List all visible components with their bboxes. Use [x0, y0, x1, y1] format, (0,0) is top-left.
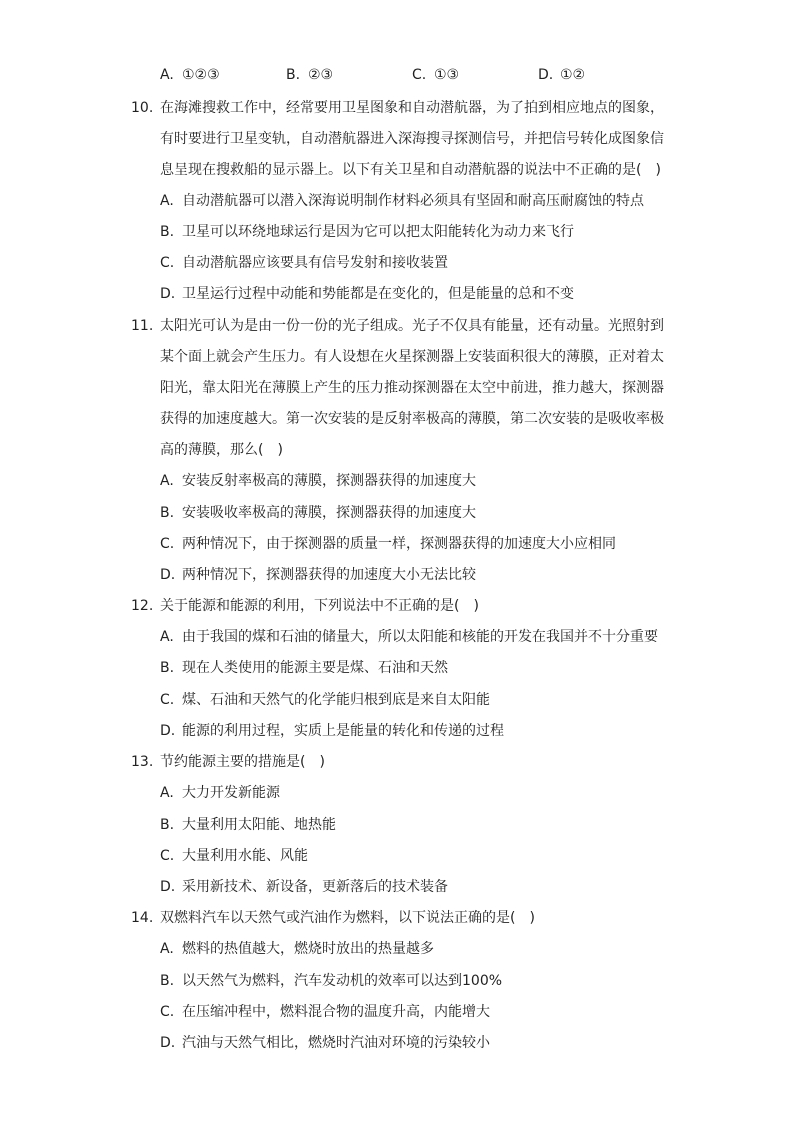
option-d — [160, 877, 448, 897]
top-option-d — [538, 65, 585, 85]
question-line: 某个面上就会产生压力。有人设想在火星探测器上安装面积很大的薄膜，正对着太 — [160, 349, 664, 365]
option-text: 大量利用水能、风能 — [182, 848, 308, 864]
option-text: ①② — [560, 67, 586, 83]
option-text: 自动潜航器可以潜入深海说明制作材料必须具有坚固和耐高压耐腐蚀的特点 — [182, 193, 644, 209]
option-text: 能源的利用过程，实质上是能量的转化和传递的过程 — [182, 723, 504, 739]
option-label: B. — [286, 67, 301, 83]
option-text: 两种情况下，由于探测器的质量一样，探测器获得的加速度大小应相同 — [182, 536, 616, 552]
option-label: D. — [160, 723, 176, 739]
option-text: 大力开发新能源 — [182, 785, 280, 801]
option-a — [160, 191, 644, 211]
option-text: 安装吸收率极高的薄膜，探测器获得的加速度大 — [182, 505, 476, 521]
option-label: B. — [160, 505, 175, 521]
option-label: A. — [160, 629, 174, 645]
option-a — [160, 471, 476, 491]
option-label: D. — [160, 567, 176, 583]
option-label: B. — [160, 817, 175, 833]
option-label: C. — [412, 67, 427, 83]
option-b — [160, 658, 448, 678]
option-text: 煤、石油和天然气的化学能归根到底是来自太阳能 — [182, 692, 490, 708]
question-number: 10. — [131, 100, 154, 116]
option-a — [160, 783, 280, 803]
question-line: 有时要进行卫星变轨，自动潜航器进入深海搜寻探测信号，并把信号转化成图象信 — [160, 131, 664, 147]
option-text: 燃料的热值越大，燃烧时放出的热量越多 — [182, 941, 434, 957]
option-text: 采用新技术、新设备，更新落后的技术装备 — [182, 879, 448, 895]
option-label: A. — [160, 67, 174, 83]
option-text: ②③ — [308, 67, 334, 83]
question-number: 12. — [131, 598, 154, 614]
option-label: A. — [160, 193, 174, 209]
question-line: 阳光，靠太阳光在薄膜上产生的压力推动探测器在太空中前进，推力越大，探测器 — [160, 380, 664, 396]
option-text: 现在人类使用的能源主要是煤、石油和天然 — [182, 660, 448, 676]
option-text: 两种情况下，探测器获得的加速度大小无法比较 — [182, 567, 476, 583]
option-c — [160, 846, 308, 866]
option-d — [160, 565, 476, 585]
option-label: C. — [160, 255, 175, 271]
question-number: 11. — [131, 318, 154, 334]
option-text: 安装反射率极高的薄膜，探测器获得的加速度大 — [182, 473, 476, 489]
question-line: 关于能源和能源的利用，下列说法中不正确的是( ) — [160, 598, 479, 614]
question-line: 息呈现在搜救船的显示器上。以下有关卫星和自动潜航器的说法中不正确的是( ) — [160, 162, 661, 178]
option-d — [160, 284, 574, 304]
option-b — [160, 815, 336, 835]
option-label: A. — [160, 473, 174, 489]
option-a — [160, 627, 658, 647]
option-label: D. — [160, 879, 176, 895]
question-line: 太阳光可认为是由一份一份的光子组成。光子不仅具有能量，还有动量。光照射到 — [160, 318, 664, 334]
question-line: 节约能源主要的措施是( ) — [160, 754, 325, 770]
question-line: 获得的加速度越大。第一次安装的是反射率极高的薄膜，第二次安装的是吸收率极 — [160, 411, 664, 427]
option-d — [160, 721, 504, 741]
option-label: B. — [160, 973, 175, 989]
option-c — [160, 1002, 490, 1022]
option-d — [160, 1033, 490, 1053]
option-label: B. — [160, 224, 175, 240]
option-text: 在压缩冲程中，燃料混合物的温度升高，内能增大 — [182, 1004, 490, 1020]
option-b — [160, 971, 502, 991]
option-text: 汽油与天然气相比，燃烧时汽油对环境的污染较小 — [182, 1035, 490, 1051]
option-text: 以天然气为燃料，汽车发动机的效率可以达到100% — [182, 973, 503, 989]
option-label: A. — [160, 785, 174, 801]
question-number: 13. — [131, 754, 154, 770]
option-c — [160, 253, 448, 273]
question-line: 高的薄膜，那么( ) — [160, 442, 283, 458]
option-label: C. — [160, 848, 175, 864]
question-line: 双燃料汽车以天然气或汽油作为燃料，以下说法正确的是( ) — [160, 910, 535, 926]
option-text: 大量利用太阳能、地热能 — [182, 817, 336, 833]
top-option-c — [412, 65, 459, 85]
top-option-b — [286, 65, 333, 85]
option-label: D. — [160, 286, 176, 302]
option-b — [160, 503, 476, 523]
option-label: C. — [160, 692, 175, 708]
option-text: 卫星运行过程中动能和势能都是在变化的，但是能量的总和不变 — [182, 286, 574, 302]
option-c — [160, 690, 490, 710]
option-label: D. — [538, 67, 554, 83]
question-number: 14. — [131, 910, 154, 926]
option-text: 自动潜航器应该要具有信号发射和接收装置 — [182, 255, 448, 271]
option-label: D. — [160, 1035, 176, 1051]
option-text: 由于我国的煤和石油的储量大，所以太阳能和核能的开发在我国并不十分重要 — [182, 629, 658, 645]
option-c — [160, 534, 616, 554]
option-text: ①③ — [434, 67, 460, 83]
option-label: B. — [160, 660, 175, 676]
option-text: ①②③ — [182, 67, 220, 83]
option-label: A. — [160, 941, 174, 957]
question-line: 在海滩搜救工作中，经常要用卫星图象和自动潜航器，为了拍到相应地点的图象， — [160, 100, 664, 116]
option-label: C. — [160, 536, 175, 552]
option-label: C. — [160, 1004, 175, 1020]
option-b — [160, 222, 574, 242]
top-option-a — [160, 65, 220, 85]
option-text: 卫星可以环绕地球运行是因为它可以把太阳能转化为动力来飞行 — [182, 224, 574, 240]
option-a — [160, 939, 434, 959]
